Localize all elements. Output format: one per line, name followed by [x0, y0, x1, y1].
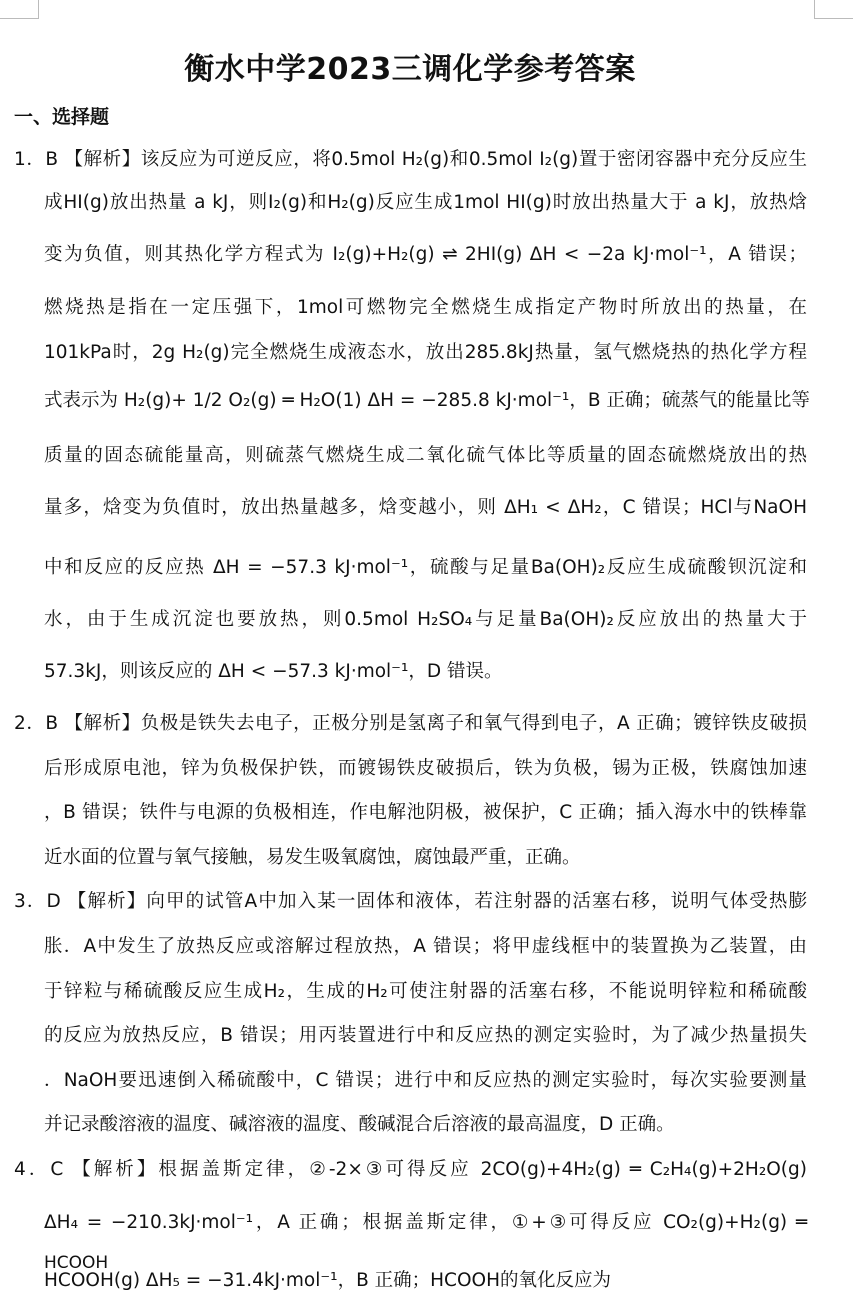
answer-line-15: 近水面的位置与氧气接触，易发生吸氧腐蚀，腐蚀最严重，正确。 [44, 847, 581, 868]
page-corner-mark-left [0, 0, 39, 19]
answer-line-24: HCOOH [44, 1253, 109, 1273]
answer-line-25: HCOOH(g) ΔH₅ = −31.4kJ·mol⁻¹，B 正确；HCOOH的氧化反应为 [44, 1270, 612, 1291]
answer-line-8: 量多，焓变为负值时，放出热量越多，焓变越小，则 ΔH₁ < ΔH₂，C 错误；HCl与NaOH [44, 497, 807, 518]
page-title: 衡水中学2023三调化学参考答案 [184, 52, 636, 87]
answer-line-1: 1．B 【解析】该反应为可逆反应，将0.5mol H₂(g)和0.5mol I₂(g)置于密闭容器中充分反应生 [14, 149, 807, 170]
answer-line-11: 57.3kJ，则该反应的 ΔH < −57.3 kJ·mol⁻¹，D 错误。 [44, 661, 503, 682]
answer-line-22: 4．C 【解析】根据盖斯定律，②-2×③可得反应 2CO(g)+4H₂(g) ═ C₂H₄(g)+2H₂O(g) [14, 1159, 807, 1180]
answer-line-18: 于锌粒与稀硫酸反应生成H₂，生成的H₂可使注射器的活塞右移，不能说明锌粒和稀硫酸 [44, 981, 807, 1002]
answer-line-10: 水，由于生成沉淀也要放热，则0.5mol H₂SO₄与足量Ba(OH)₂反应放出的热量大于 [44, 609, 807, 630]
answer-line-14: ，B 错误；铁件与电源的负极相连，作电解池阴极，被保护，C 正确；插入海水中的铁棒靠 [44, 802, 807, 823]
answer-line-13: 后形成原电池，锌为负极保护铁，而镀锡铁皮破损后，铁为负极，锡为正极，铁腐蚀加速 [44, 758, 807, 779]
page-corner-mark-right [814, 0, 853, 19]
section-heading: 一、选择题 [14, 106, 110, 128]
answer-line-19: 的反应为放热反应，B 错误；用丙装置进行中和反应热的测定实验时，为了减少热量损失 [44, 1025, 807, 1046]
answer-line-4: 燃烧热是指在一定压强下，1mol可燃物完全燃烧生成指定产物时所放出的热量，在 [44, 297, 807, 318]
answer-line-9: 中和反应的反应热 ΔH = −57.3 kJ·mol⁻¹，硫酸与足量Ba(OH)₂反应生成硫酸钡沉淀和 [44, 557, 807, 578]
answer-line-20: ．NaOH要迅速倒入稀硫酸中，C 错误；进行中和反应热的测定实验时，每次实验要测量 [44, 1070, 807, 1091]
answer-line-21: 并记录酸溶液的温度、碱溶液的温度、酸碱混合后溶液的最高温度，D 正确。 [44, 1114, 675, 1135]
answer-line-3: 变为负值，则其热化学方程式为 I₂(g)+H₂(g) ⇌ 2HI(g) ΔH < −2a kJ·mol⁻¹，A 错误； [44, 244, 807, 265]
answer-line-17: 胀．A中发生了放热反应或溶解过程放热，A 错误；将甲虚线框中的装置换为乙装置，由 [44, 936, 807, 957]
answer-line-2: 成HI(g)放出热量 a kJ，则I₂(g)和H₂(g)反应生成1mol HI(g)时放出热量大于 a kJ，放热焓 [44, 192, 807, 213]
answer-line-23: ΔH₄ = −210.3kJ·mol⁻¹，A 正确；根据盖斯定律，①+③可得反应 CO₂(g)+H₂(g) ═ [44, 1212, 807, 1233]
answer-line-7: 质量的固态硫能量高，则硫蒸气燃烧生成二氧化硫气体比等质量的固态硫燃烧放出的热 [44, 445, 807, 466]
answer-line-5: 101kPa时，2g H₂(g)完全燃烧生成液态水，放出285.8kJ热量，氢气燃烧热的热化学方程 [44, 342, 807, 363]
answer-line-6: 式表示为 H₂(g)+ 1/2 O₂(g) ═ H₂O(1) ΔH = −285.8 kJ·mol⁻¹，B 正确；硫蒸气的能量比等 [44, 390, 810, 411]
answer-line-12: 2．B 【解析】负极是铁失去电子，正极分别是氢离子和氧气得到电子，A 正确；镀锌铁皮破损 [14, 713, 807, 734]
answer-line-16: 3．D 【解析】向甲的试管A中加入某一固体和液体，若注射器的活塞右移，说明气体受热膨 [14, 891, 807, 912]
